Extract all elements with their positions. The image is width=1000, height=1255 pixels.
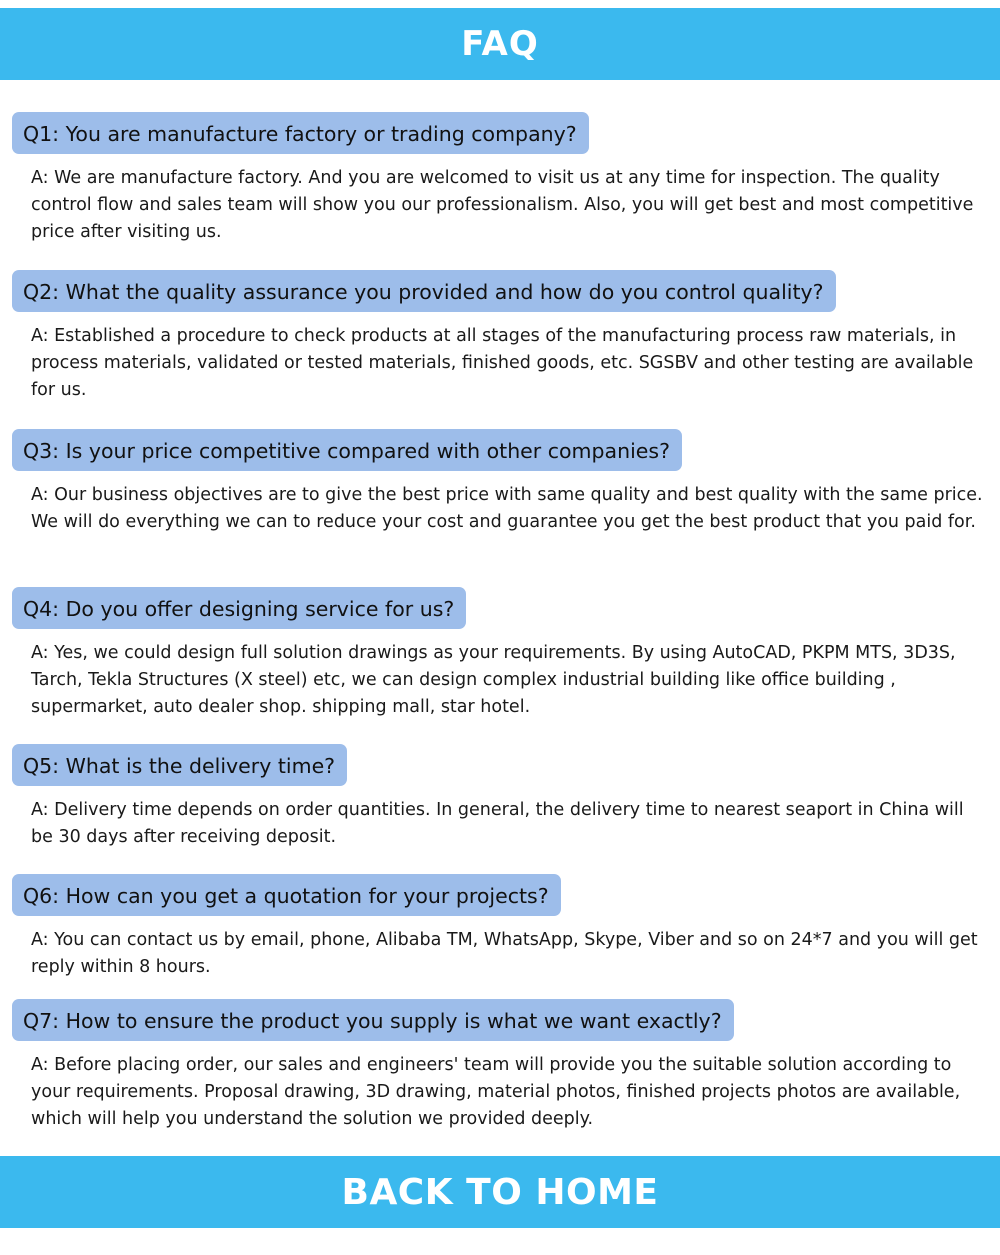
faq-answer-2: A: Established a procedure to check products at all stages of the manufacturing process raw materials, in process materials, validated or tested materials, finished goods, etc. SGSBV and other testing are available for us. bbox=[31, 326, 974, 400]
faq-answer-7: A: Before placing order, our sales and engineers' team will provide you the suitable solution according to your requirements. Proposal drawing, 3D drawing, material photos, finished projects photos are available, which will help you understand the solution we provided deeply. bbox=[31, 1055, 961, 1129]
faq-item-2 bbox=[0, 270, 1000, 429]
faq-question-3: Q3: Is your price competitive compared with other companies? bbox=[12, 429, 682, 471]
faq-question-2: Q2: What the quality assurance you provided and how do you control quality? bbox=[12, 270, 836, 312]
faq-item-3 bbox=[0, 429, 1000, 587]
page-title: FAQ bbox=[461, 24, 539, 64]
faq-item-6 bbox=[0, 874, 1000, 999]
back-to-home-label: BACK TO HOME bbox=[341, 1171, 659, 1213]
faq-answer-5: A: Delivery time depends on order quantities. In general, the delivery time to nearest seaport in China will be 30 days after receiving deposit. bbox=[31, 800, 964, 847]
faq-question-5: Q5: What is the delivery time? bbox=[12, 744, 347, 786]
faq-answer-6: A: You can contact us by email, phone, Alibaba TM, WhatsApp, Skype, Viber and so on 24*7 and you will get reply within 8 hours. bbox=[31, 930, 978, 977]
faq-answer-1: A: We are manufacture factory. And you are welcomed to visit us at any time for inspection. The quality control flow and sales team will show you our professionalism. Also, you will get best and most competitive price after visiting us. bbox=[31, 168, 974, 242]
faq-item-5 bbox=[0, 744, 1000, 874]
faq-answer-3: A: Our business objectives are to give the best price with same quality and best quality with the same price. We will do everything we can to reduce your cost and guarantee you get the best product that you paid for. bbox=[31, 485, 983, 532]
faq-item-7 bbox=[0, 999, 1000, 1133]
faq-question-7: Q7: How to ensure the product you supply is what we want exactly? bbox=[12, 999, 734, 1041]
back-to-home-button[interactable] bbox=[0, 1156, 1000, 1228]
faq-item-1 bbox=[0, 112, 1000, 270]
faq-list bbox=[0, 112, 1000, 1133]
faq-question-1: Q1: You are manufacture factory or trading company? bbox=[12, 112, 589, 154]
faq-answer-4: A: Yes, we could design full solution drawings as your requirements. By using AutoCAD, PKPM MTS, 3D3S, Tarch, Tekla Structures (X steel) etc, we can design complex industrial building like office building , supermarket, auto dealer shop. shipping mall, star hotel. bbox=[31, 643, 956, 717]
faq-question-6: Q6: How can you get a quotation for your projects? bbox=[12, 874, 561, 916]
faq-item-4 bbox=[0, 587, 1000, 744]
faq-header-banner bbox=[0, 8, 1000, 80]
faq-question-4: Q4: Do you offer designing service for us? bbox=[12, 587, 466, 629]
